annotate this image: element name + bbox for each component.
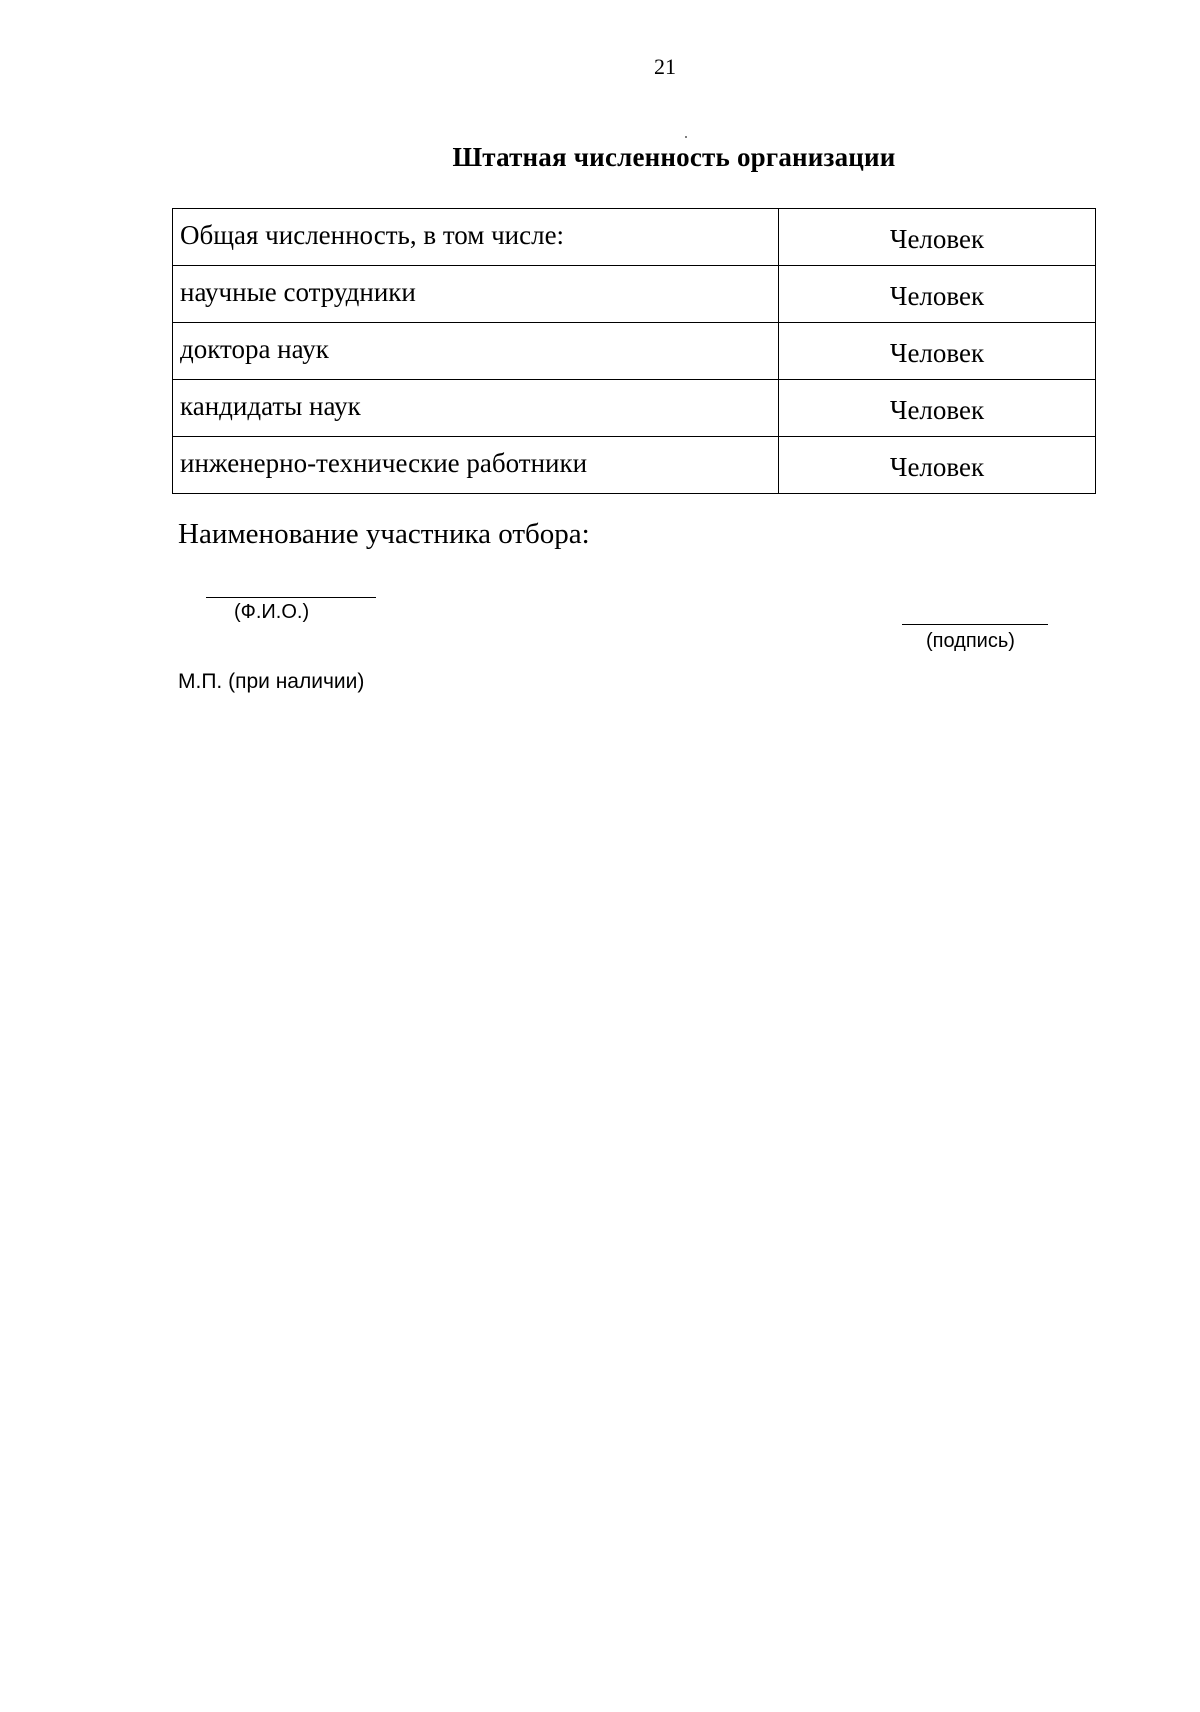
table-row — [173, 266, 1096, 323]
row-label: Общая численность, в том числе: — [173, 209, 779, 266]
table-row — [173, 380, 1096, 437]
participant-name-label: Наименование участника отбора: — [178, 518, 590, 550]
fio-caption: (Ф.И.О.) — [234, 601, 310, 623]
fio-line — [206, 597, 376, 598]
row-unit: Человек — [779, 437, 1096, 494]
row-label: кандидаты наук — [173, 380, 779, 437]
table-row — [173, 437, 1096, 494]
signature-caption: (подпись) — [926, 630, 1015, 652]
table-row — [173, 209, 1096, 266]
scan-speck — [685, 136, 687, 138]
row-unit: Человек — [779, 323, 1096, 380]
table-row — [173, 323, 1096, 380]
row-label: доктора наук — [173, 323, 779, 380]
row-unit: Человек — [779, 209, 1096, 266]
document-title: Штатная численность организации — [452, 142, 896, 172]
row-label: инженерно-технические работники — [173, 437, 779, 494]
row-unit: Человек — [779, 266, 1096, 323]
stamp-note: М.П. (при наличии) — [178, 670, 365, 693]
row-label: научные сотрудники — [173, 266, 779, 323]
signature-line — [902, 624, 1048, 625]
row-unit: Человек — [779, 380, 1096, 437]
page-number: 21 — [654, 54, 676, 79]
staff-table — [172, 208, 1096, 494]
